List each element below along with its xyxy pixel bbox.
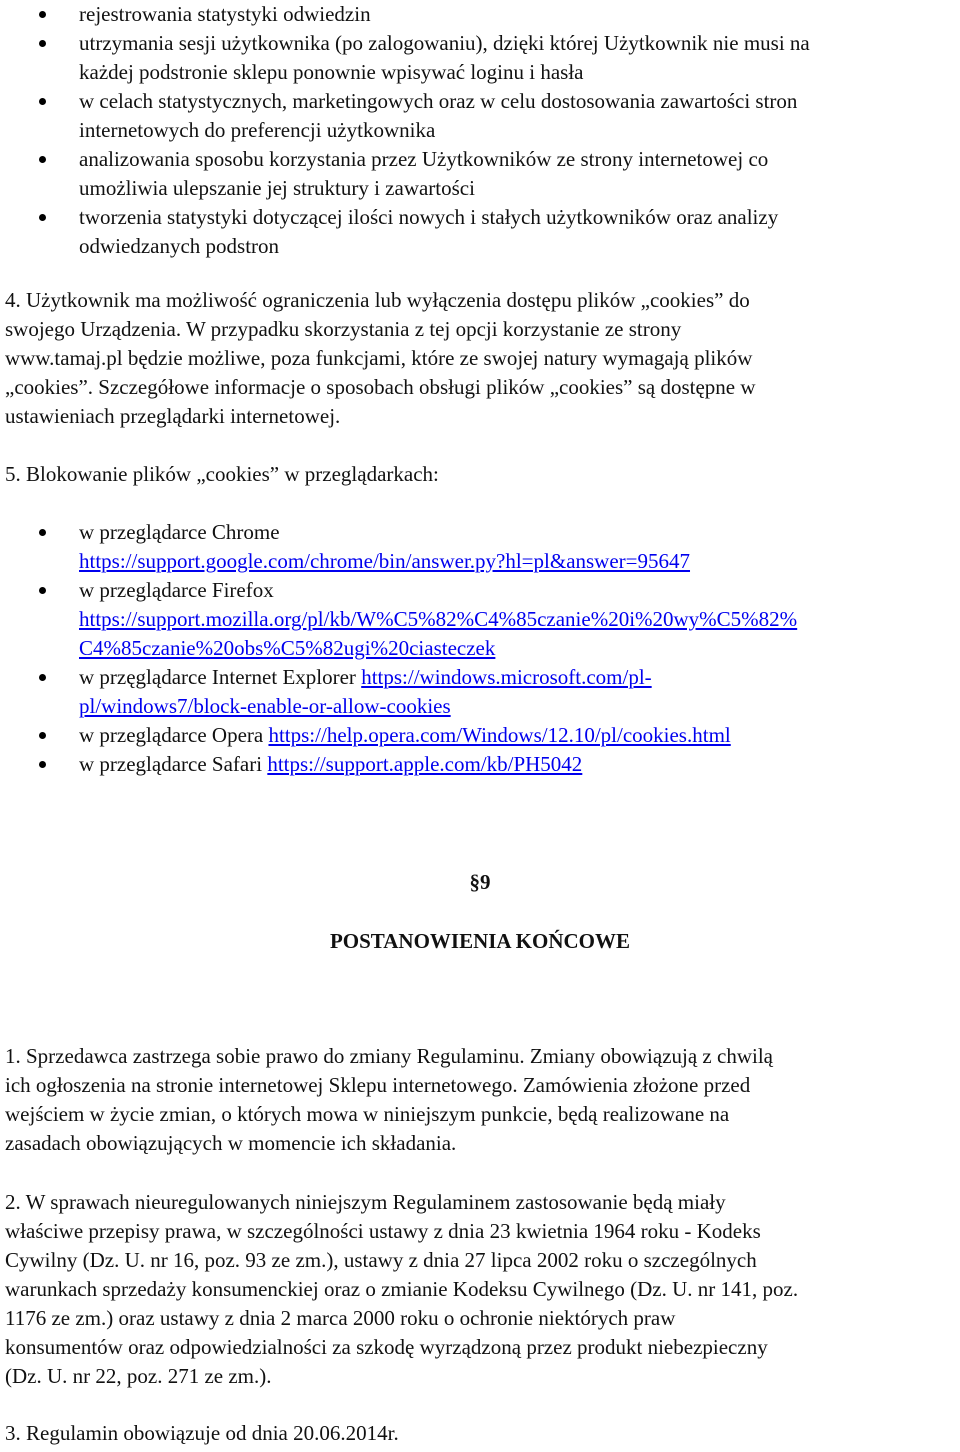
opera-help-link[interactable]: https://help.opera.com/Windows/12.10/pl/cookies.html [268, 723, 731, 747]
list-item: utrzymania sesji użytkownika (po zalogowaniu), dzięki której Użytkownik nie musi na każdej podstronie sklepu ponownie wpisywać loginu i hasła [0, 29, 960, 87]
chrome-help-link[interactable]: https://support.google.com/chrome/bin/answer.py?hl=pl&answer=95647 [79, 549, 691, 573]
paragraph-point-4: 4. Użytkownik ma możliwość ograniczenia lub wyłączenia dostępu plików „cookies” do swojego Urządzenia. W przypadku skorzystania z tej opcji korzystanie ze strony www.tamaj.pl będzie możliwe, poza funkcjami, które ze swojej natury wymagają plików „cookies”. Szczegółowe informacje o sposobach obsługi plików „cookies” są dostępne w ustawieniach przeglądarki internetowej. [5, 288, 756, 428]
ie-help-link-continued[interactable]: pl/windows7/block-enable-or-allow-cookies [79, 694, 451, 718]
section-number: §9 [469, 870, 491, 894]
paragraph-final-1: 1. Sprzedawca zastrzega sobie prawo do zmiany Regulaminu. Zmiany obowiązują z chwilą ich ogłoszenia na stronie internetowej Sklepu internetowego. Zamówienia złożone przed wejściem w życie zmian, o których mowa w niniejszym punkcie, będą realizowane na zasadach obowiązujących w momencie ich składania. [5, 1044, 773, 1155]
firefox-help-link[interactable]: https://support.mozilla.org/pl/kb/W%C5%82%C4%85czanie%20i%20wy%C5%82% [79, 607, 798, 631]
list-item-chrome: w przeglądarce Chrome https://support.google.com/chrome/bin/answer.py?hl=pl&answer=95647 [0, 518, 960, 576]
safari-help-link[interactable]: https://support.apple.com/kb/PH5042 [267, 752, 583, 776]
list-item-ie: w przęglądarce Internet Explorer https://windows.microsoft.com/pl- pl/windows7/block-enable-or-allow-cookies [0, 663, 960, 721]
paragraph-point-5: 5. Blokowanie plików „cookies” w przeglądarkach: [5, 462, 439, 486]
list-item-firefox: w przeglądarce Firefox https://support.mozilla.org/pl/kb/W%C5%82%C4%85czanie%20i%20wy%C5%82% C4%85czanie%20obs%C5%82ugi%20ciasteczek [0, 576, 960, 663]
firefox-help-link-continued[interactable]: C4%85czanie%20obs%C5%82ugi%20ciasteczek [79, 636, 496, 660]
list-item-opera: w przeglądarce Opera https://help.opera.com/Windows/12.10/pl/cookies.html [0, 721, 960, 750]
list-item: analizowania sposobu korzystania przez Użytkowników ze strony internetowej co umożliwia ulepszanie jej struktury i zawartości [0, 145, 960, 203]
list-item-safari: w przeglądarce Safari https://support.apple.com/kb/PH5042 [0, 750, 960, 779]
list-item: w celach statystycznych, marketingowych oraz w celu dostosowania zawartości stron internetowych do preferencji użytkownika [0, 87, 960, 145]
list-item: tworzenia statystyki dotyczącej ilości nowych i stałych użytkowników oraz analizy odwiedzanych podstron [0, 203, 960, 261]
list-item: rejestrowania statystyki odwiedzin [0, 0, 960, 29]
section-title: POSTANOWIENIA KOŃCOWE [329, 929, 631, 953]
cookie-purposes-list [0, 0, 960, 261]
ie-help-link[interactable]: https://windows.microsoft.com/pl- [361, 665, 652, 689]
paragraph-final-3: 3. Regulamin obowiązuje od dnia 20.06.2014r. [5, 1421, 399, 1445]
paragraph-final-2: 2. W sprawach nieuregulowanych niniejszym Regulaminem zastosowanie będą miały właściwe przepisy prawa, w szczególności ustawy z dnia 23 kwietnia 1964 roku - Kodeks Cywilny (Dz. U. nr 16, poz. 93 ze zm.), ustawy z dnia 27 lipca 2002 roku o szczególnych warunkach sprzedaży konsumenckiej oraz o zmianie Kodeksu Cywilnego (Dz. U. nr 141, poz. 1176 ze zm.) oraz ustawy z dnia 2 marca 2000 roku o ochronie niektórych praw konsumentów oraz odpowiedzialności za szkodę wyrządzoną przez produkt niebezpieczny (Dz. U. nr 22, poz. 271 ze zm.). [5, 1190, 799, 1388]
browser-links-list [0, 518, 960, 779]
